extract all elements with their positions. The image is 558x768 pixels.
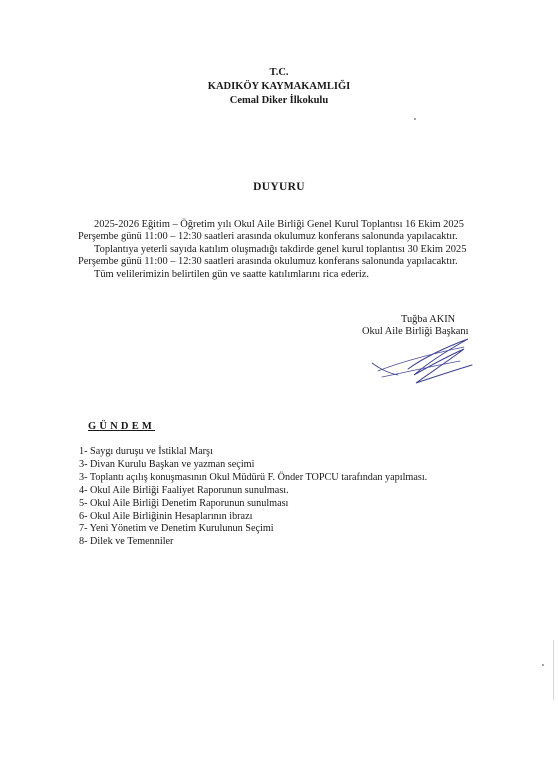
paragraph-2-line-2: Perşembe günü 11:00 – 12:30 saatleri arasında okulumuz konferans salonunda yapılacaktır. xyxy=(78,256,458,268)
announcement-body xyxy=(78,219,508,281)
paragraph-2-line-1: Toplantıya yeterli sayıda katılım oluşmadığı takdirde genel kurul toplantısı 30 Ekim 2025 xyxy=(94,243,467,255)
agenda-item: 8- Dilek ve Temenniler xyxy=(79,536,174,548)
agenda-item: 3- Divan Kurulu Başkan ve yazman seçimi xyxy=(79,458,255,470)
signatory-name: Tuğba AKIN xyxy=(401,314,456,325)
agenda-item: 3- Toplantı açılış konuşmasının Okul Müdürü F. Önder TOPCU tarafından yapılması. xyxy=(79,471,428,483)
agenda-heading: GÜNDEM xyxy=(88,421,156,432)
paragraph-1-line-1: 2025-2026 Eğitim – Öğretim yılı Okul Aile Birliği Genel Kurul Toplantısı 16 Ekim 2025 xyxy=(94,219,464,230)
scan-edge-line xyxy=(553,640,554,700)
document-title: DUYURU xyxy=(253,181,305,193)
agenda-item: 4- Okul Aile Birliği Faaliyet Raporunun sunulması. xyxy=(79,484,289,496)
agenda-item: 6- Okul Aile Birliğinin Hesaplarının ibrazı xyxy=(79,510,253,522)
country-line: T.C. xyxy=(269,67,289,78)
agenda-item: 7- Yeni Yönetim ve Denetim Kurulunun Seçimi xyxy=(79,523,274,535)
paragraph-3: Tüm velilerimizin belirtilen gün ve saatte katılımlarını rica ederiz. xyxy=(94,268,369,280)
scan-speck xyxy=(414,118,416,120)
agenda-list xyxy=(79,446,427,549)
agenda-item: 5- Okul Aile Birliği Denetim Raporunun sunulması xyxy=(79,497,289,509)
scan-speck xyxy=(542,664,544,666)
handwritten-signature xyxy=(368,333,478,388)
letterhead xyxy=(0,66,558,108)
paragraph-1-line-2: Perşembe günü 11:00 – 12:30 saatleri arasında okulumuz konferans salonunda yapılacaktır. xyxy=(78,231,458,243)
district-line: KADIKÖY KAYMAKAMLIĞI xyxy=(207,81,351,92)
signatory-title: Okul Aile Birliği Başkanı xyxy=(362,326,469,338)
school-line: Cemal Diker İlkokulu xyxy=(229,95,329,106)
agenda-item: 1- Saygı duruşu ve İstiklal Marşı xyxy=(79,446,213,457)
